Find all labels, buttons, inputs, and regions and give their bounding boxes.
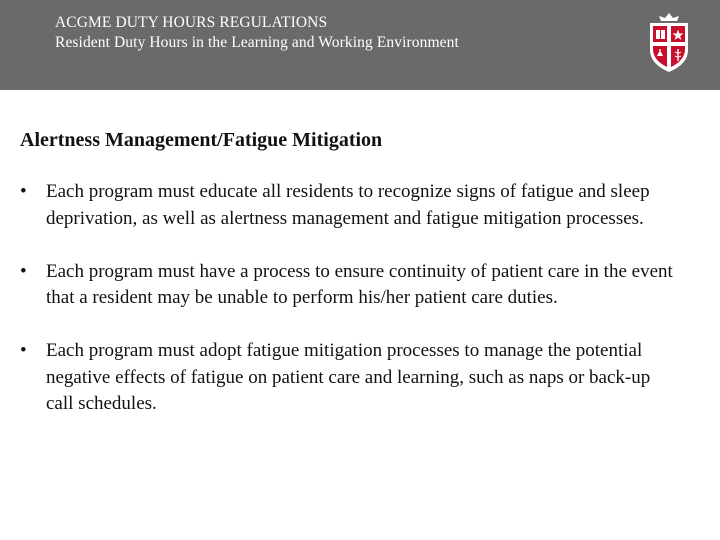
bullet-text: Each program must have a process to ensure continuity of patient care in the event that a resident may be unable to perform his/her patient care duties. [46, 260, 673, 308]
header-title-line1: ACGME DUTY HOURS REGULATIONS [55, 14, 328, 31]
university-shield-icon [646, 12, 692, 74]
header-bar [0, 0, 720, 90]
slide-content [20, 127, 680, 444]
section-heading: Alertness Management/Fatigue Mitigation [20, 129, 383, 151]
bullet-marker: • [20, 181, 27, 202]
bullet-item [20, 179, 680, 232]
bullet-list [20, 179, 680, 418]
bullet-text: Each program must educate all residents to recognize signs of fatigue and sleep deprivation, as well as alertness management and fatigue mitigation processes. [46, 181, 650, 229]
bullet-item [20, 338, 680, 418]
bullet-marker: • [20, 260, 27, 282]
bullet-text: Each program must adopt fatigue mitigation processes to manage the potential negative effects of fatigue on patient care and learning, such as naps or back-up call schedules. [46, 340, 651, 414]
bullet-marker: • [20, 340, 27, 361]
header-title [55, 13, 459, 53]
bullet-item [20, 259, 680, 312]
header-title-line2: Resident Duty Hours in the Learning and Working Environment [55, 34, 459, 51]
